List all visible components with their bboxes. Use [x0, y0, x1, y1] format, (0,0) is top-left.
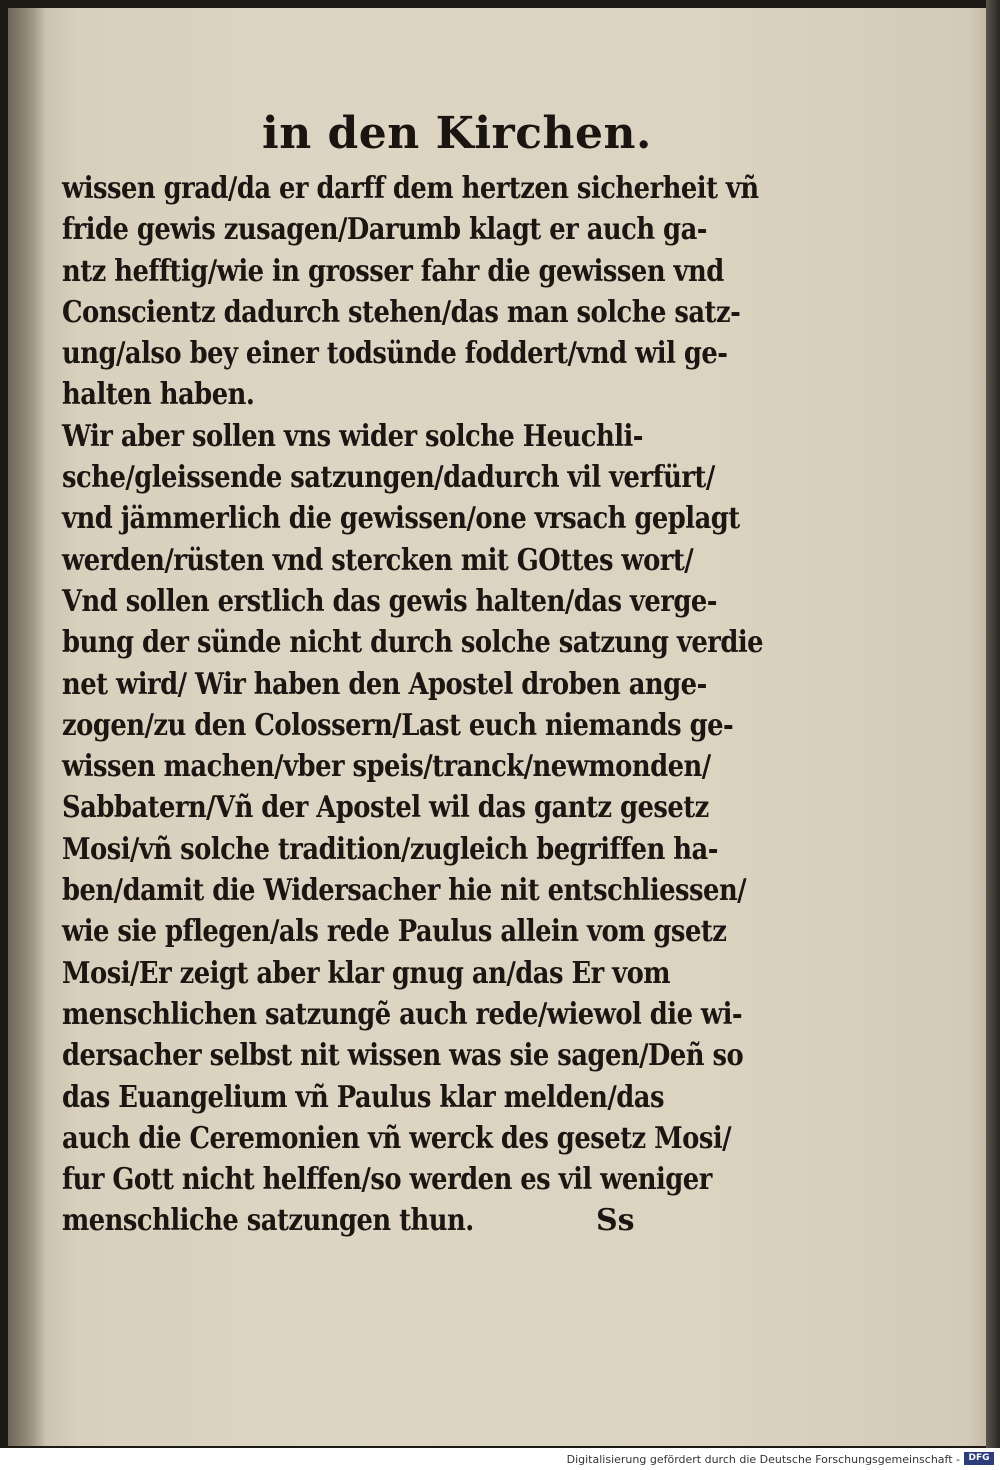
- text-line: Vnd sollen erstlich das gewis halten/das verge-: [62, 583, 717, 619]
- text-line: Wir aber sollen vns wider solche Heuchli-: [62, 418, 644, 454]
- text-line: vnd jämmerlich die gewissen/one vrsach geplagt: [62, 501, 740, 537]
- digitization-footer: [0, 1448, 1000, 1470]
- page-edge: [986, 0, 1000, 1448]
- running-head: in den Kirchen.: [262, 108, 652, 159]
- dfg-logo: DFG: [964, 1452, 994, 1465]
- funding-credit: Digitalisierung gefördert durch die Deutsche Forschungsgemeinschaft -: [566, 1453, 960, 1466]
- text-line: menschlichen satzungẽ auch rede/wiewol die wi-: [62, 996, 743, 1032]
- text-line: zogen/zu den Colossern/Last euch niemands ge-: [62, 707, 734, 743]
- binding-gutter: [8, 8, 46, 1446]
- text-line: fur Gott nicht helffen/so werden es vil weniger: [62, 1162, 712, 1198]
- text-line: auch die Ceremonien vñ werck des gesetz Mosi/: [62, 1120, 732, 1156]
- text-line: wissen grad/da er darff dem hertzen sicherheit vñ: [62, 171, 759, 206]
- text-line: werden/rüsten vnd stercken mit GOttes wort/: [62, 542, 694, 578]
- text-line: Sabbatern/Vñ der Apostel wil das gantz gesetz: [62, 790, 709, 826]
- text-line: Mosi/Er zeigt aber klar gnug an/das Er vom: [62, 955, 671, 991]
- text-line: Conscientz dadurch stehen/das man solche satz-: [62, 294, 741, 330]
- catchword: Ss: [596, 1203, 635, 1238]
- text-line: ntz hefftig/wie in grosser fahr die gewissen vnd: [62, 253, 724, 289]
- text-line: menschliche satzungen thun.: [62, 1203, 474, 1239]
- text-line: halten haben.: [62, 377, 255, 413]
- text-line: Mosi/vñ solche tradition/zugleich begriffen ha-: [62, 831, 718, 867]
- text-line: fride gewis zusagen/Darumb klagt er auch ga-: [62, 212, 707, 248]
- body-text: [62, 168, 782, 1242]
- text-line: net wird/ Wir haben den Apostel droben ange-: [62, 666, 707, 702]
- text-line: wie sie pflegen/als rede Paulus allein vom gsetz: [62, 914, 727, 950]
- text-line: das Euangelium vñ Paulus klar melden/das: [62, 1079, 664, 1115]
- text-line: bung der sünde nicht durch solche satzung verdie: [62, 625, 764, 661]
- text-line: dersacher selbst nit wissen was sie sagen/Deñ so: [62, 1038, 744, 1074]
- text-line: wissen machen/vber speis/tranck/newmonden/: [62, 749, 711, 785]
- text-line: ung/also bey einer todsünde foddert/vnd wil ge-: [62, 336, 728, 372]
- text-line: sche/gleissende satzungen/dadurch vil verfürt/: [62, 460, 715, 496]
- text-line: ben/damit die Widersacher hie nit entschliessen/: [62, 873, 747, 909]
